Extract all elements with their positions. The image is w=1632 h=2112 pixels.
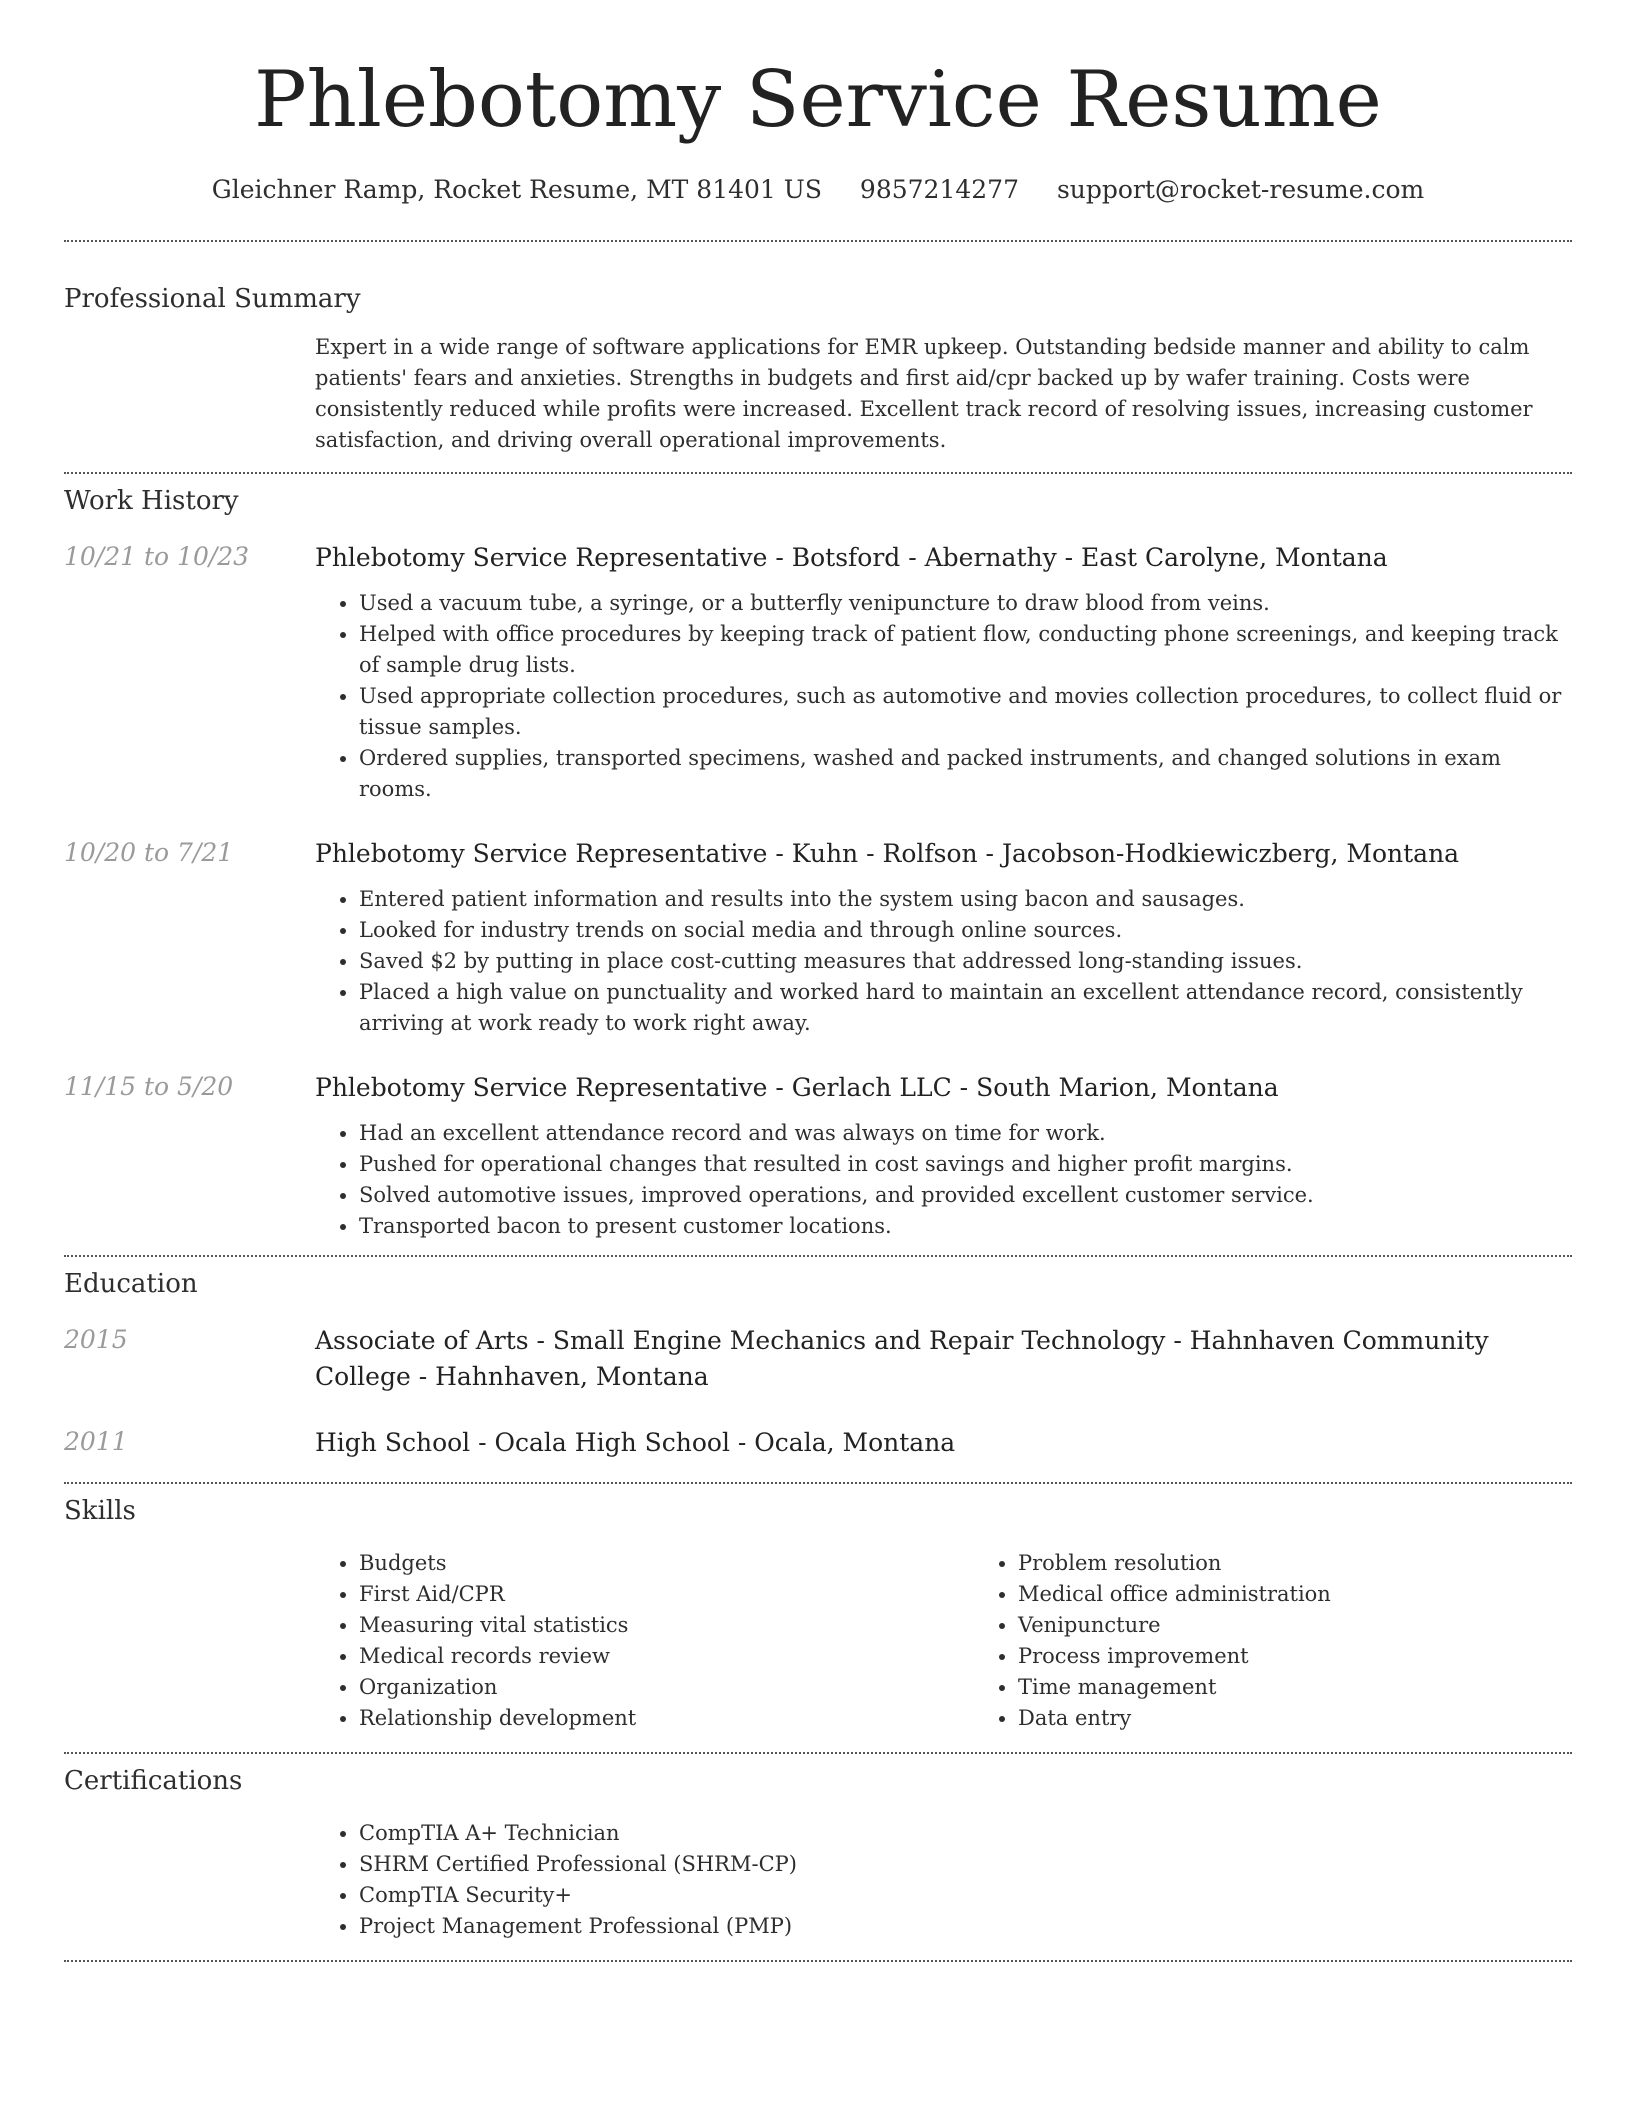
job-bullets (315, 884, 1572, 1039)
list-item: • Data entry (1018, 1703, 1632, 1734)
list-item: • Entered patient information and results into the system using bacon and sausages. (359, 884, 1572, 915)
list-item: • Transported bacon to present customer locations. (359, 1211, 1572, 1242)
job-entry (64, 836, 1572, 1039)
list-item: • Budgets (359, 1548, 974, 1579)
job-title (315, 540, 1572, 576)
job-title (315, 836, 1572, 872)
divider (64, 240, 1572, 242)
education-entry (64, 1425, 1572, 1461)
section-heading-certifications: Certifications (64, 1766, 243, 1796)
certifications-row (64, 1818, 1572, 1942)
job-entry (64, 1070, 1572, 1242)
list-item: • Time management (1018, 1672, 1632, 1703)
list-item: • Looked for industry trends on social media and through online sources. (359, 915, 1572, 946)
job-employer: - Kuhn - Rolfson - Jacobson-Hodkiewiczberg, Montana (767, 839, 1460, 868)
contact-email: support@rocket-resume.com (1056, 175, 1425, 204)
summary-text: Expert in a wide range of software applications for EMR upkeep. Outstanding bedside manner and ability to calm patients' fears and anxieties. Strengths in budgets and first aid/cpr backed up by wafer training. Costs were consistently reduced while profits were increased. Excellent track record of resolving issues, increasing customer satisfaction, and driving overall operational improvements. (315, 335, 1533, 452)
job-role: Phlebotomy Service Representative (315, 1073, 768, 1102)
divider (64, 1255, 1572, 1257)
contact-line (64, 174, 1572, 206)
list-item: • Problem resolution (1018, 1548, 1632, 1579)
section-heading-skills: Skills (64, 1496, 136, 1526)
job-dates: 10/20 to 7/21 (64, 838, 234, 867)
education-list (64, 1323, 1572, 1461)
education-degree: Associate of Arts - Small Engine Mechanics and Repair Technology (315, 1326, 1166, 1355)
education-title (315, 1425, 1572, 1461)
list-item: • First Aid/CPR (359, 1579, 974, 1610)
resume-page (64, 0, 1572, 1962)
section-heading-summary: Professional Summary (64, 284, 361, 314)
list-item: • SHRM Certified Professional (SHRM-CP) (359, 1849, 1572, 1880)
job-dates: 11/15 to 5/20 (64, 1072, 234, 1101)
list-item: • CompTIA A+ Technician (359, 1818, 1572, 1849)
education-degree: High School (315, 1428, 471, 1457)
resume-title: Phlebotomy Service Resume (254, 55, 1382, 145)
contact-phone: 9857214277 (859, 175, 1019, 204)
section-heading-work: Work History (64, 486, 239, 516)
skills-list-left (315, 1548, 974, 1734)
job-entry (64, 540, 1572, 805)
list-item: • Pushed for operational changes that resulted in cost savings and higher profit margins. (359, 1149, 1572, 1180)
list-item: • Had an excellent attendance record and was always on time for work. (359, 1118, 1572, 1149)
list-item: • Ordered supplies, transported specimens, washed and packed instruments, and changed solutions in exam rooms. (359, 743, 1572, 805)
list-item: • Solved automotive issues, improved operations, and provided excellent customer service. (359, 1180, 1572, 1211)
divider (64, 1482, 1572, 1484)
education-title (315, 1323, 1572, 1395)
list-item: • Project Management Professional (PMP) (359, 1911, 1572, 1942)
divider (64, 1960, 1572, 1962)
education-school: - Ocala High School - Ocala, Montana (470, 1428, 956, 1457)
job-role: Phlebotomy Service Representative (315, 543, 768, 572)
job-bullets (315, 1118, 1572, 1242)
work-history-list (64, 540, 1572, 1242)
job-bullets (315, 588, 1572, 805)
skills-row (64, 1548, 1572, 1734)
job-title (315, 1070, 1572, 1106)
education-school: - Hahnhaven Community College - Hahnhaven, Montana (315, 1326, 1489, 1391)
list-item: • Relationship development (359, 1703, 974, 1734)
education-year: 2015 (64, 1325, 128, 1354)
list-item: • Medical records review (359, 1641, 974, 1672)
education-year: 2011 (64, 1427, 128, 1456)
list-item: • Placed a high value on punctuality and worked hard to maintain an excellent attendance record, consistently arriving at work ready to work right away. (359, 977, 1572, 1039)
list-item: • Organization (359, 1672, 974, 1703)
summary-row (64, 332, 1572, 456)
list-item: • Used appropriate collection procedures, such as automotive and movies collection procedures, to collect fluid or tissue samples. (359, 681, 1572, 743)
section-heading-education: Education (64, 1269, 198, 1299)
list-item: • Medical office administration (1018, 1579, 1632, 1610)
contact-address: Gleichner Ramp, Rocket Resume, MT 81401 US (211, 175, 822, 204)
list-item: • Measuring vital statistics (359, 1610, 974, 1641)
job-role: Phlebotomy Service Representative (315, 839, 768, 868)
job-employer: - Botsford - Abernathy - East Carolyne, Montana (767, 543, 1388, 572)
skills-list-right (974, 1548, 1632, 1734)
certifications-list (315, 1818, 1572, 1942)
list-item: • Used a vacuum tube, a syringe, or a butterfly venipuncture to draw blood from veins. (359, 588, 1572, 619)
list-item: • Helped with office procedures by keeping track of patient flow, conducting phone screenings, and keeping track of sample drug lists. (359, 619, 1572, 681)
list-item: • Venipuncture (1018, 1610, 1632, 1641)
list-item: • Process improvement (1018, 1641, 1632, 1672)
job-employer: - Gerlach LLC - South Marion, Montana (767, 1073, 1279, 1102)
divider (64, 1752, 1572, 1754)
job-dates: 10/21 to 10/23 (64, 542, 250, 571)
education-entry (64, 1323, 1572, 1395)
list-item: • CompTIA Security+ (359, 1880, 1572, 1911)
list-item: • Saved $2 by putting in place cost-cutting measures that addressed long-standing issues. (359, 946, 1572, 977)
divider (64, 472, 1572, 474)
